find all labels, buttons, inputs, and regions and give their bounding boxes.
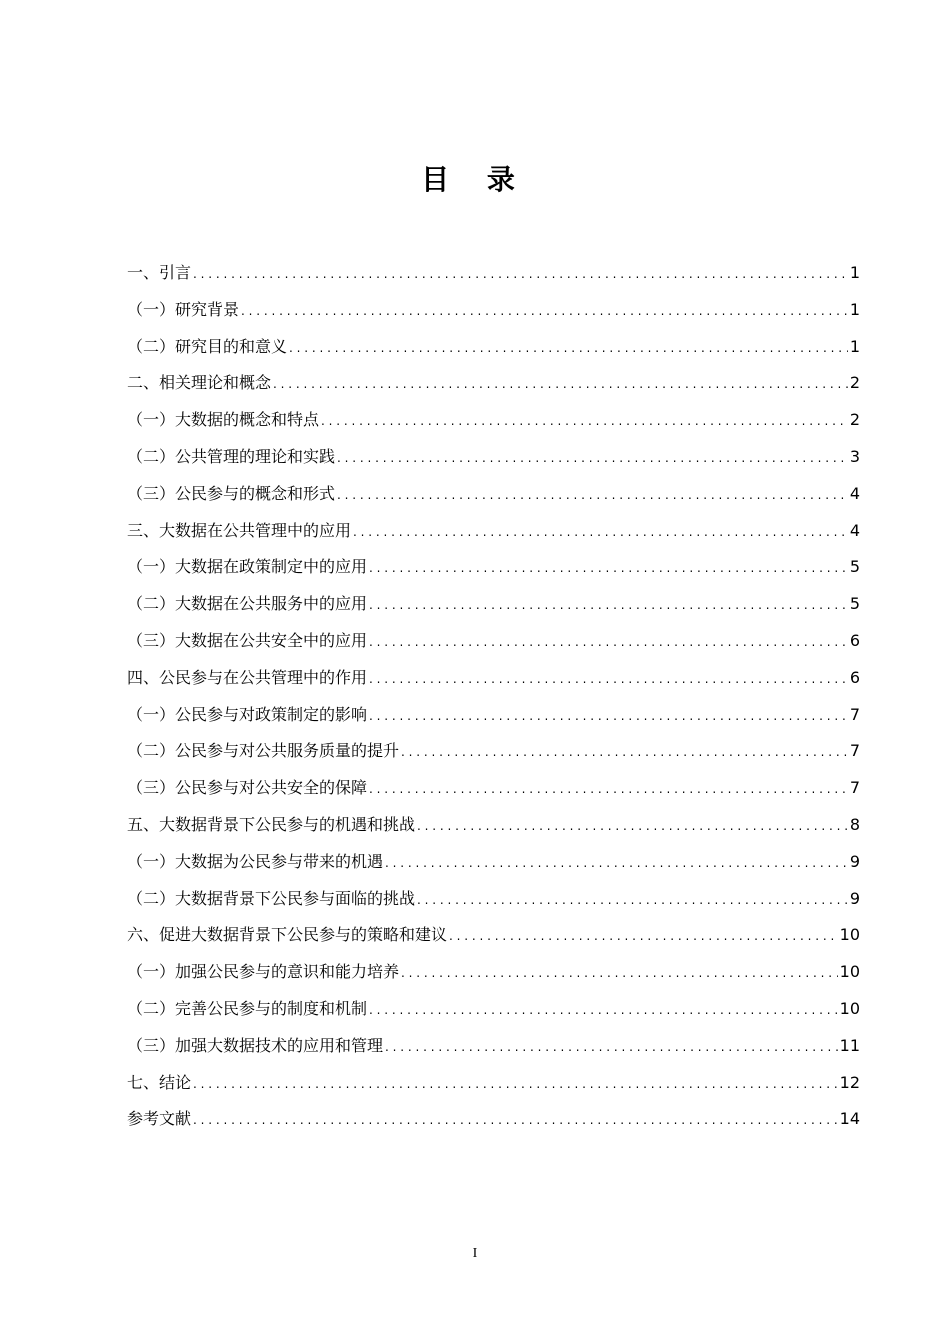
toc-entry-label: （一）大数据为公民参与带来的机遇 — [127, 851, 384, 871]
toc-entry-page: 5 — [849, 557, 860, 577]
toc-entry-label: （三）大数据在公共安全中的应用 — [127, 630, 368, 650]
toc-dot-leader — [337, 439, 848, 477]
toc-dot-leader — [369, 586, 848, 624]
toc-entry-label: （二）公共管理的理论和实践 — [127, 446, 336, 466]
toc-dot-leader — [449, 917, 838, 955]
toc-entry-page: 10 — [839, 998, 860, 1018]
toc-entry-page: 4 — [849, 520, 860, 540]
toc-entry[interactable] — [127, 991, 860, 1028]
toc-entry-label: 参考文献 — [127, 1109, 192, 1129]
toc-entry[interactable] — [127, 881, 860, 918]
toc-entry-page: 1 — [849, 336, 860, 356]
toc-dot-leader — [401, 733, 848, 771]
toc-entry-label: 四、公民参与在公共管理中的作用 — [127, 667, 368, 687]
toc-entry[interactable] — [127, 917, 860, 954]
toc-dot-leader — [193, 1065, 838, 1103]
toc-dot-leader — [385, 1028, 838, 1066]
toc-dot-leader — [385, 844, 848, 882]
toc-dot-leader — [193, 255, 848, 293]
toc-entry[interactable] — [127, 733, 860, 770]
toc-entry[interactable] — [127, 697, 860, 734]
toc-entry-label: （三）加强大数据技术的应用和管理 — [127, 1035, 384, 1055]
toc-entry-page: 6 — [849, 630, 860, 650]
toc-entry-page: 7 — [849, 741, 860, 761]
toc-entry-label: （二）公民参与对公共服务质量的提升 — [127, 741, 400, 761]
toc-entry[interactable] — [127, 660, 860, 697]
toc-dot-leader — [241, 292, 848, 330]
table-of-contents — [127, 255, 860, 1138]
page-number: I — [472, 1246, 478, 1261]
toc-dot-leader — [369, 991, 838, 1029]
toc-entry-label: （三）公民参与的概念和形式 — [127, 483, 336, 503]
toc-entry-label: （一）公民参与对政策制定的影响 — [127, 704, 368, 724]
toc-entry[interactable] — [127, 439, 860, 476]
toc-entry-page: 3 — [849, 446, 860, 466]
toc-entry[interactable] — [127, 1101, 860, 1138]
toc-entry-page: 14 — [839, 1109, 860, 1129]
toc-entry-page: 7 — [849, 778, 860, 798]
toc-entry-page: 9 — [849, 888, 860, 908]
toc-entry[interactable] — [127, 1028, 860, 1065]
toc-dot-leader — [417, 807, 848, 845]
toc-entry[interactable] — [127, 402, 860, 439]
toc-entry-label: （三）公民参与对公共安全的保障 — [127, 778, 368, 798]
toc-entry[interactable] — [127, 623, 860, 660]
toc-entry-label: 七、结论 — [127, 1072, 192, 1092]
toc-entry[interactable] — [127, 365, 860, 402]
toc-entry-page: 2 — [849, 373, 860, 393]
toc-entry-page: 8 — [849, 814, 860, 834]
toc-dot-leader — [369, 770, 848, 808]
toc-entry-label: 二、相关理论和概念 — [127, 373, 272, 393]
toc-entry[interactable] — [127, 844, 860, 881]
toc-entry[interactable] — [127, 476, 860, 513]
toc-entry[interactable] — [127, 549, 860, 586]
toc-entry-page: 10 — [839, 962, 860, 982]
toc-dot-leader — [273, 365, 848, 403]
toc-dot-leader — [369, 549, 848, 587]
page-title: 目 录 — [421, 163, 529, 196]
toc-entry-label: 五、大数据背景下公民参与的机遇和挑战 — [127, 814, 416, 834]
toc-entry[interactable] — [127, 954, 860, 991]
toc-entry-label: （一）大数据的概念和特点 — [127, 410, 320, 430]
toc-entry-page: 12 — [839, 1072, 860, 1092]
toc-dot-leader — [401, 954, 838, 992]
toc-dot-leader — [369, 660, 848, 698]
toc-entry[interactable] — [127, 329, 860, 366]
toc-dot-leader — [321, 402, 848, 440]
toc-entry[interactable] — [127, 807, 860, 844]
toc-entry-label: （一）加强公民参与的意识和能力培养 — [127, 962, 400, 982]
toc-entry-page: 4 — [849, 483, 860, 503]
toc-entry-page: 5 — [849, 594, 860, 614]
toc-entry-page: 2 — [849, 410, 860, 430]
toc-dot-leader — [353, 513, 848, 551]
toc-dot-leader — [369, 697, 848, 735]
toc-entry-label: （二）研究目的和意义 — [127, 336, 288, 356]
toc-entry-label: （二）大数据在公共服务中的应用 — [127, 594, 368, 614]
toc-dot-leader — [417, 881, 848, 919]
toc-entry[interactable] — [127, 1065, 860, 1102]
toc-entry[interactable] — [127, 586, 860, 623]
toc-dot-leader — [337, 476, 848, 514]
toc-entry-page: 11 — [839, 1035, 860, 1055]
toc-entry-page: 6 — [849, 667, 860, 687]
toc-dot-leader — [289, 329, 848, 367]
toc-entry-page: 1 — [849, 263, 860, 282]
toc-entry[interactable] — [127, 513, 860, 550]
toc-entry-label: （二）完善公民参与的制度和机制 — [127, 998, 368, 1018]
toc-entry[interactable] — [127, 770, 860, 807]
toc-entry-label: 三、大数据在公共管理中的应用 — [127, 520, 352, 540]
toc-entry-label: （一）大数据在政策制定中的应用 — [127, 557, 368, 577]
toc-entry-label: 一、引言 — [127, 263, 192, 282]
toc-entry-label: （二）大数据背景下公民参与面临的挑战 — [127, 888, 416, 908]
toc-entry-page: 1 — [849, 299, 860, 319]
toc-entry[interactable] — [127, 292, 860, 329]
toc-dot-leader — [193, 1101, 838, 1139]
toc-entry-label: （一）研究背景 — [127, 299, 240, 319]
toc-entry-page: 7 — [849, 704, 860, 724]
toc-entry-page: 10 — [839, 925, 860, 945]
toc-entry[interactable] — [127, 255, 860, 292]
toc-entry-page: 9 — [849, 851, 860, 871]
toc-entry-label: 六、促进大数据背景下公民参与的策略和建议 — [127, 925, 448, 945]
toc-dot-leader — [369, 623, 848, 661]
